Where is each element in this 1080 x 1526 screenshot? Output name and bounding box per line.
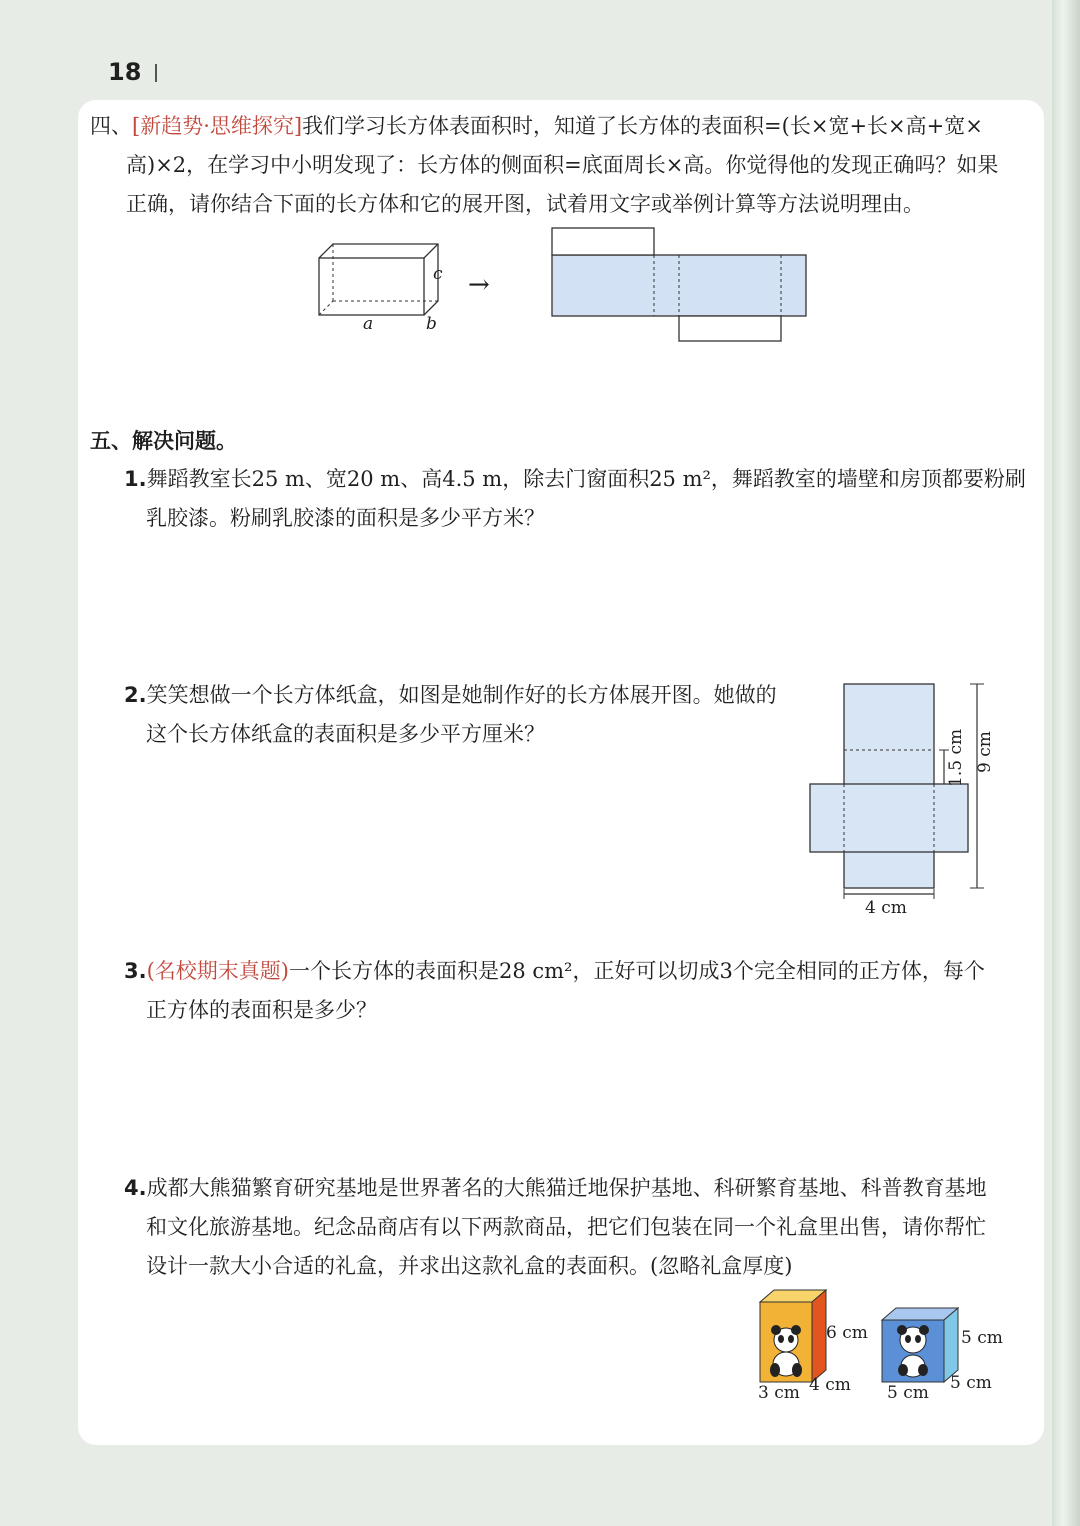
box2-height: 5 cm (961, 1328, 1003, 1348)
box1-depth: 4 cm (809, 1375, 851, 1395)
q4-line3: 设计一款大小合适的礼盒，并求出这款礼盒的表面积。(忽略礼盒厚度) (146, 1254, 793, 1278)
page-number: 18 (108, 58, 142, 86)
cuboid-label-c: c (433, 264, 443, 284)
q1-text1: 舞蹈教室长25 m、宽20 m、高4.5 m，除去门窗面积25 m²，舞蹈教室的墙壁和房顶都要粉刷 (146, 467, 1026, 491)
q1-line2: 乳胶漆。粉刷乳胶漆的面积是多少平方米？ (146, 506, 545, 530)
cuboid-net-figure (550, 225, 810, 345)
section4-text1: 我们学习长方体表面积时，知道了长方体的表面积=(长×宽+长×高+宽× (302, 114, 983, 138)
section4-tag: [新趋势·思维探究] (132, 114, 303, 138)
page-number-divider (155, 64, 157, 82)
q2-line2: 这个长方体纸盒的表面积是多少平方厘米？ (146, 722, 545, 746)
q4-text1: 成都大熊猫繁育研究基地是世界著名的大熊猫迁地保护基地、科研繁育基地、科普教育基地 (146, 1176, 987, 1200)
cuboid-label-b: b (426, 314, 437, 334)
q2-text1: 笑笑想做一个长方体纸盒，如图是她制作好的长方体展开图。她做的 (146, 683, 777, 707)
q4-line2: 和文化旅游基地。纪念品商店有以下两款商品，把它们包装在同一个礼盒里出售，请你帮忙 (146, 1215, 986, 1239)
panda-box-1 (756, 1288, 836, 1388)
box2-width: 5 cm (887, 1383, 929, 1403)
q3-tag: (名校期末真题) (146, 959, 289, 983)
q4-number: 4. (124, 1176, 147, 1200)
q2-number: 2. (124, 683, 147, 707)
q2-line1 (124, 675, 804, 716)
q1-number: 1. (124, 467, 147, 491)
section4-line3: 正确，请你结合下面的长方体和它的展开图，试着用文字或举例计算等方法说明理由。 (126, 192, 924, 216)
q3-line2: 正方体的表面积是多少？ (146, 998, 377, 1022)
page-edge (1052, 0, 1080, 1526)
section4-line2: 高)×2，在学习中小明发现了：长方体的侧面积=底面周长×高。你觉得他的发现正确吗？如果 (126, 153, 999, 177)
section5-title: 五、解决问题。 (90, 429, 237, 453)
box1-width: 3 cm (758, 1383, 800, 1403)
section4-label: 四、 (90, 114, 132, 138)
q4-line1 (124, 1168, 1034, 1209)
q3-number: 3. (124, 959, 147, 983)
section4-line1 (90, 106, 1020, 147)
q1-line1 (124, 459, 1034, 500)
arrow-icon: → (468, 270, 490, 300)
q2-net-figure (808, 682, 1008, 892)
q2-dim-height: 9 cm (975, 731, 995, 773)
q3-text1: 一个长方体的表面积是28 cm²，正好可以切成3个完全相同的正方体，每个 (288, 959, 985, 983)
box2-depth: 5 cm (950, 1373, 992, 1393)
cuboid-label-a: a (363, 314, 374, 334)
box1-height: 6 cm (826, 1323, 868, 1343)
q2-dim-small: 1.5 cm (946, 728, 966, 787)
q3-line1 (124, 951, 1034, 992)
q2-dim-width: 4 cm (865, 898, 907, 918)
